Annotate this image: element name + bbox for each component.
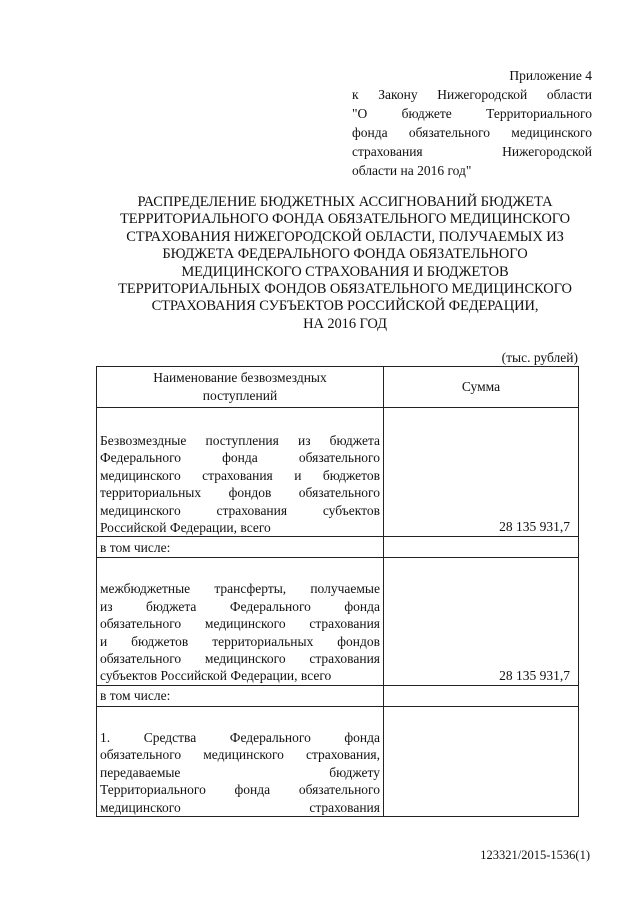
- row-name-line: обязательного медицинского страхования,: [100, 747, 380, 763]
- appendix-note: [352, 66, 592, 180]
- row-name-line: Федерального фонда обязательного: [100, 450, 380, 466]
- row-name-line: передаваемые бюджету: [100, 764, 380, 780]
- row-name-line: территориальных фондов обязательного: [100, 485, 380, 501]
- table-header-row: [97, 367, 579, 408]
- header-name-line: поступлений: [202, 388, 278, 403]
- appendix-line: фонда обязательного медицинского: [352, 125, 592, 140]
- row-name-line: субъектов Российской Федерации, всего: [100, 668, 332, 684]
- row-sum-cell: [384, 706, 579, 816]
- title-line: СТРАХОВАНИЯ НИЖЕГОРОДСКОЙ ОБЛАСТИ, ПОЛУЧАЕМЫХ ИЗ: [126, 228, 564, 245]
- row-name-line: Российской Федерации, всего: [100, 520, 271, 536]
- row-name-line: медицинского страхования субъектов: [100, 502, 380, 518]
- row-name-cell: [97, 408, 384, 537]
- table-row: [97, 408, 579, 537]
- table-row: [97, 706, 579, 816]
- row-name-line: обязательного медицинского страхования: [100, 616, 380, 632]
- row-sum-cell: 28 135 931,7: [384, 408, 579, 537]
- row-name-line: обязательного медицинского страхования: [100, 651, 380, 667]
- empty-sum-cell: [384, 685, 579, 706]
- table-row: [97, 685, 579, 706]
- row-name-line: Безвозмездные поступления из бюджета: [100, 433, 380, 448]
- table-row: [97, 558, 579, 685]
- appropriations-table: [96, 366, 579, 817]
- subheading-cell: в том числе:: [97, 685, 384, 706]
- appendix-line: области на 2016 год": [352, 163, 472, 178]
- row-name-line: 1. Средства Федерального фонда: [100, 729, 380, 745]
- row-name-line: межбюджетные трансферты, получаемые: [100, 581, 380, 597]
- row-name-cell: [97, 558, 384, 685]
- title-line: ТЕРРИТОРИАЛЬНОГО ФОНДА ОБЯЗАТЕЛЬНОГО МЕДИЦИНСКОГО: [119, 211, 570, 228]
- header-sum-cell: Сумма: [384, 367, 579, 408]
- title-line: НА 2016 ГОД: [303, 315, 387, 332]
- appendix-line: страхования Нижегородской: [352, 144, 592, 159]
- row-name-line: и бюджетов территориальных фондов: [100, 633, 380, 649]
- title-line: ТЕРРИТОРИАЛЬНЫХ ФОНДОВ ОБЯЗАТЕЛЬНОГО МЕДИЦИНСКОГО: [118, 281, 572, 298]
- row-name-cell: [97, 706, 384, 816]
- subheading-cell: в том числе:: [97, 537, 384, 558]
- title-line: СТРАХОВАНИЯ СУБЪЕКТОВ РОССИЙСКОЙ ФЕДЕРАЦИИ,: [151, 298, 539, 315]
- table-row: [97, 537, 579, 558]
- document-code: 123321/2015-1536(1): [480, 848, 590, 862]
- appendix-line: "О бюджете Территориального: [352, 106, 592, 121]
- header-name-cell: [97, 367, 384, 408]
- units-label: (тыс. рублей): [501, 350, 578, 365]
- empty-sum-cell: [384, 537, 579, 558]
- appendix-line: Приложение 4: [509, 68, 592, 83]
- document-title: [95, 194, 595, 333]
- row-name-line: Территориального фонда обязательного: [100, 782, 380, 798]
- appendix-line: к Закону Нижегородской области: [352, 87, 592, 102]
- row-sum-cell: 28 135 931,7: [384, 558, 579, 685]
- title-line: РАСПРЕДЕЛЕНИЕ БЮДЖЕТНЫХ АССИГНОВАНИЙ БЮДЖЕТА: [137, 194, 553, 210]
- title-line: БЮДЖЕТА ФЕДЕРАЛЬНОГО ФОНДА ОБЯЗАТЕЛЬНОГО: [162, 246, 528, 263]
- title-line: МЕДИЦИНСКОГО СТРАХОВАНИЯ И БЮДЖЕТОВ: [181, 263, 509, 280]
- row-name-line: из бюджета Федерального фонда: [100, 598, 380, 614]
- header-name-line: Наименование безвозмездных: [153, 370, 327, 385]
- row-name-line: медицинского страхования: [100, 799, 380, 815]
- row-name-line: медицинского страхования и бюджетов: [100, 467, 380, 483]
